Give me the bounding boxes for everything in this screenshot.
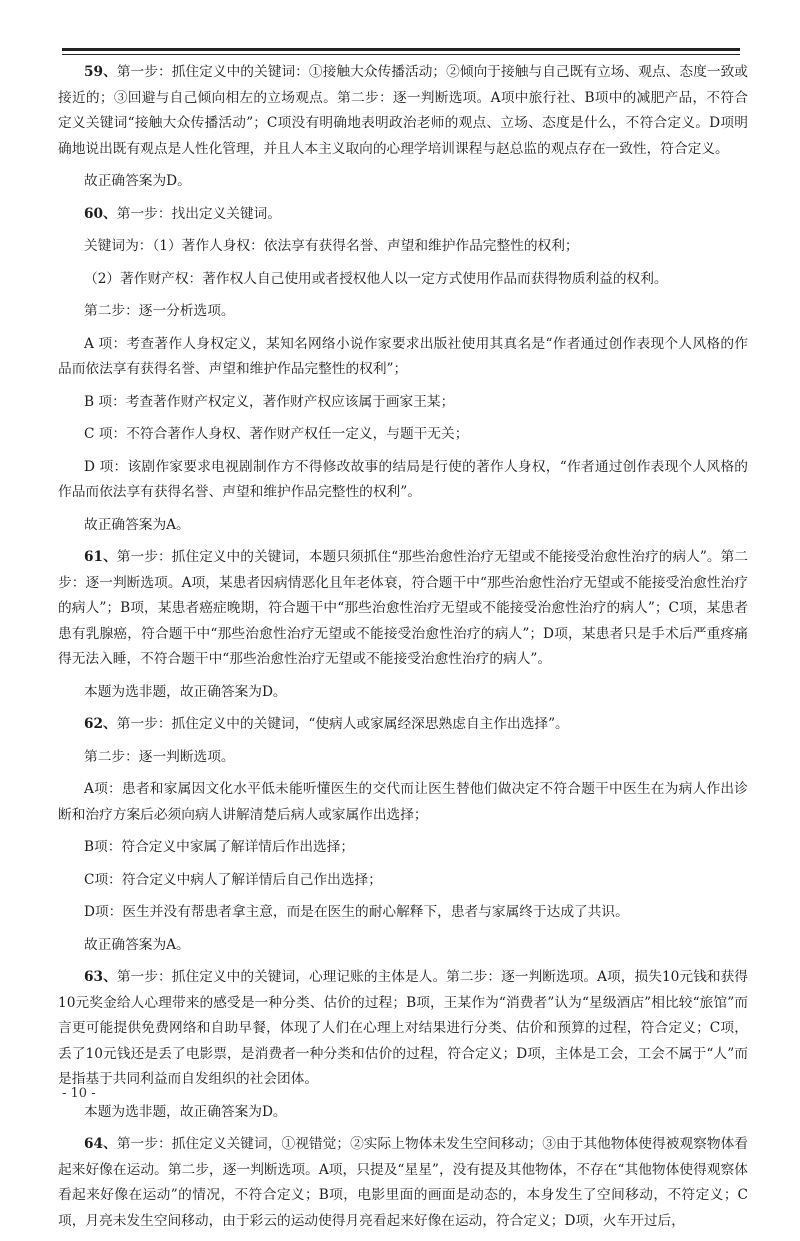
paragraph-64	[58, 1132, 748, 1234]
paragraph-text: 第一步：抓住定义关键词，①视错觉；②实际上物体未发生空间移动；③由于其他物体使得被观察物体看起来好像在运动。第二步，逐一判断选项。A项，只提及“星星”，没有提及其他物体，不存在“其他物体使得观察体看起来好像在运动”的情况，不符合定义；B项，电影里面的画面是动态的，本身发生了空间移动，不符定义；C项，月亮未发生空间移动，由于彩云的运动使得月亮看起来好像在运动，符合定义；D项，火车开过后，	[58, 1136, 748, 1229]
answer-line	[58, 169, 748, 195]
paragraph-text: 第一步：抓住定义中的关键词：①接触大众传播活动；②倾向于接触与自己既有立场、观点、态度一致或接近的；③回避与自己倾向相左的立场观点。第二步：逐一判断选项。A项中旅行社、B项中的减肥产品，不符合定义关键词“接触大众传播活动”；C项没有明确地表明政治老师的观点、立场、态度是什么，不符合定义。D项明确地说出既有观点是人性化管理，并且人本主义取向的心理学培训课程与赵总监的观点存在一致性，符合定义。	[58, 64, 748, 157]
answer-line	[58, 933, 748, 959]
paragraph	[58, 835, 748, 861]
paragraph	[58, 267, 748, 293]
paragraph-text: （2）著作财产权：著作权人自己使用或者授权他人以一定方式使用作品而获得物质利益的权利。	[84, 270, 668, 287]
paragraph-text: A 项：考查著作人身权定义，某知名网络小说作家要求出版社使用其真名是“作者通过创作表现个人风格的作品而依法享有获得名誉、声望和维护作品完整性的权利”；	[58, 335, 748, 377]
paragraph	[58, 299, 748, 325]
answer-line	[58, 680, 748, 706]
question-number: 61、	[84, 549, 117, 565]
paragraph-62	[58, 712, 748, 738]
paragraph-text: D项：医生并没有帮患者拿主意，而是在医生的耐心解释下，患者与家属终于达成了共识。	[84, 904, 629, 920]
paragraph-text: C项：符合定义中病人了解详情后自己作出选择；	[84, 871, 382, 888]
paragraph-61	[58, 545, 748, 673]
paragraph	[58, 390, 748, 416]
paragraph-text: 故正确答案为A。	[84, 936, 190, 953]
question-number: 59、	[84, 64, 117, 80]
paragraph-59	[58, 60, 748, 162]
paragraph-text: 本题为选非题，故正确答案为D。	[84, 1103, 287, 1120]
paragraph-text: 第二步：逐一判断选项。	[84, 748, 235, 765]
paragraph-text: A项：患者和家属因文化水平低未能听懂医生的交代而让医生替他们做决定不符合题干中医生在为病人作出诊断和治疗方案后必须向病人讲解清楚后病人或家属作出选择；	[58, 781, 748, 823]
header-rule-thin	[62, 54, 740, 55]
question-number: 60、	[84, 205, 117, 222]
paragraph-text: 第一步：抓住定义中的关键词，“使病人或家属经深思熟虑自主作出选择”。	[116, 716, 569, 732]
paragraph-text: B 项：考查著作财产权定义，著作财产权应该属于画家王某；	[84, 393, 455, 410]
paragraph	[58, 777, 748, 828]
paragraph-text: 关键词为：（1）著作人身权：依法享有获得名誉、声望和维护作品完整性的权利；	[84, 238, 579, 254]
paragraph-text: C 项：不符合著作人身权、著作财产权任一定义，与题干无关；	[84, 426, 469, 442]
paragraph	[58, 900, 748, 926]
paragraph-60	[58, 202, 748, 228]
paragraph	[58, 234, 748, 260]
paragraph-text: 第一步：找出定义关键词。	[116, 205, 282, 222]
paragraph-text: 故正确答案为D。	[84, 173, 191, 189]
paragraph-text: 第二步：逐一分析选项。	[84, 303, 235, 319]
paragraph-text: 本题为选非题，故正确答案为D。	[84, 683, 287, 700]
paragraph-text: D 项：该剧作家要求电视剧制作方不得修改故事的结局是行使的著作人身权，“作者通过创作表现个人风格的作品而依法享有获得名誉、声望和维护作品完整性的权利”。	[58, 458, 748, 500]
paragraph-text: 第一步：抓住定义中的关键词，本题只须抓住“那些治愈性治疗无望或不能接受治愈性治疗的病人”。第二步：逐一判断选项。A项，某患者因病情恶化且年老体衰，符合题干中“那些治愈性治疗无望或不能接受治愈性治疗的病人”；B项，某患者癌症晚期，符合题干中“那些治愈性治疗无望或不能接受治愈性治疗的病人”；C项，某患者患有乳腺癌，符合题干中“那些治愈性治疗无望或不能接受治愈性治疗的病人”；D项，某患者只是手术后严重疼痛得无法入睡，不符合题干中“那些治愈性治疗无望或不能接受治愈性治疗的病人”。	[58, 549, 748, 667]
paragraph	[58, 868, 748, 894]
paragraph-text: B项：符合定义中家属了解详情后作出选择；	[84, 839, 355, 855]
answer-explanations	[58, 60, 748, 1241]
paragraph	[58, 332, 748, 383]
question-number: 64、	[84, 1136, 117, 1152]
paragraph	[58, 745, 748, 771]
answer-line	[58, 1100, 748, 1126]
paragraph-text: 第一步：抓住定义中的关键词，心理记账的主体是人。第二步：逐一判断选项。A项，损失10元钱和获得10元奖金给人心理带来的感受是一种分类、估价的过程；B项，王某作为“消费者”认为“星级酒店”相比较“旅馆”而言更可能提供免费网络和自助早餐，体现了人们在心理上对结果进行分类、估价和预算的过程，符合定义；C项，丢了10元钱还是丢了电影票，是消费者一种分类和估价的过程，符合定义；D项，主体是工会，工会不属于“人”而是指基于共同利益而自发组织的社会团体。	[58, 969, 748, 1087]
paragraph-63	[58, 965, 748, 1093]
page-number: - 10 -	[62, 1086, 96, 1101]
answer-line	[58, 513, 748, 539]
paragraph	[58, 455, 748, 506]
question-number: 62、	[84, 716, 117, 732]
header-rule-thick	[62, 48, 740, 51]
paragraph-text: 故正确答案为A。	[84, 516, 190, 533]
paragraph	[58, 422, 748, 448]
question-number: 63、	[84, 969, 117, 985]
